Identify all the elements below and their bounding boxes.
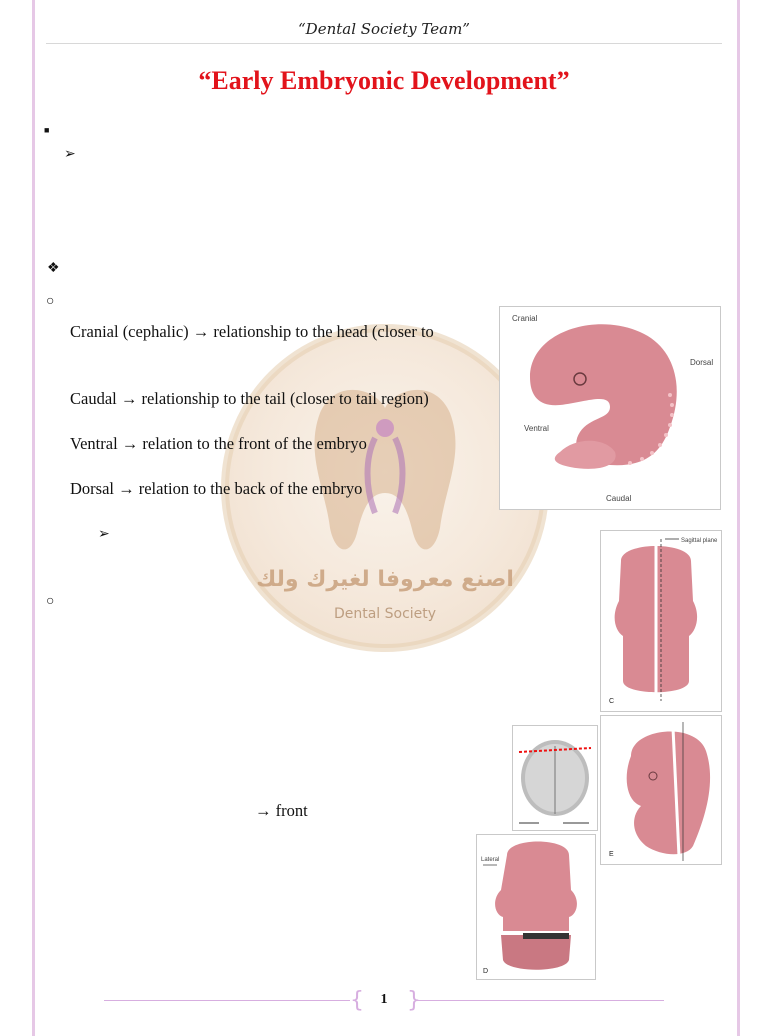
arrow-bullet: ➢ xyxy=(64,147,76,162)
figure-e-letter: E xyxy=(609,851,614,858)
footer-bracket-right: } xyxy=(407,988,421,1013)
lateral-section-figure-e xyxy=(600,715,722,865)
dorsal-definition: Dorsal → relation to the back of the embryo xyxy=(70,479,363,498)
figure-c-letter: C xyxy=(609,698,615,705)
footer-bracket-left: { xyxy=(350,988,364,1013)
dorsal-label: Dorsal xyxy=(690,358,714,367)
skull-figure xyxy=(512,725,598,831)
ventral-definition: Ventral → relation to the front of the embryo xyxy=(70,434,367,453)
square-bullet: ■ xyxy=(44,125,50,135)
embryo-directions-figure xyxy=(499,306,721,510)
caudal-definition: Caudal → relationship to the tail (closer to tail region) xyxy=(70,389,429,408)
front-definition: → front xyxy=(255,801,308,820)
lateral-label: Lateral xyxy=(481,857,500,863)
circle-bullet: ○ xyxy=(46,294,55,309)
sagittal-plane-figure xyxy=(600,530,722,712)
cranial-definition: Cranial (cephalic) → relationship to the head (closer to xyxy=(70,322,434,341)
cranial-label: Cranial xyxy=(512,314,538,323)
caudal-label: Caudal xyxy=(606,494,632,503)
watermark-arabic-text: اصنع معروفا لغيرك ولك xyxy=(256,567,514,592)
arrow-bullet: ➢ xyxy=(98,527,110,542)
ventral-label: Ventral xyxy=(524,424,549,433)
circle-bullet: ○ xyxy=(46,594,55,609)
sagittal-plane-label: Sagittal plane xyxy=(681,538,718,544)
page-number: 1 xyxy=(380,992,388,1007)
figure-d-letter: D xyxy=(483,968,489,975)
diamond-bullet: ❖ xyxy=(47,261,60,276)
lateral-section-figure-d xyxy=(476,834,596,980)
header-rule xyxy=(46,43,722,44)
watermark-english-text: Dental Society xyxy=(333,606,437,622)
page-title: “Early Embryonic Development” xyxy=(198,66,570,95)
header-team-name: “Dental Society Team” xyxy=(298,20,470,38)
